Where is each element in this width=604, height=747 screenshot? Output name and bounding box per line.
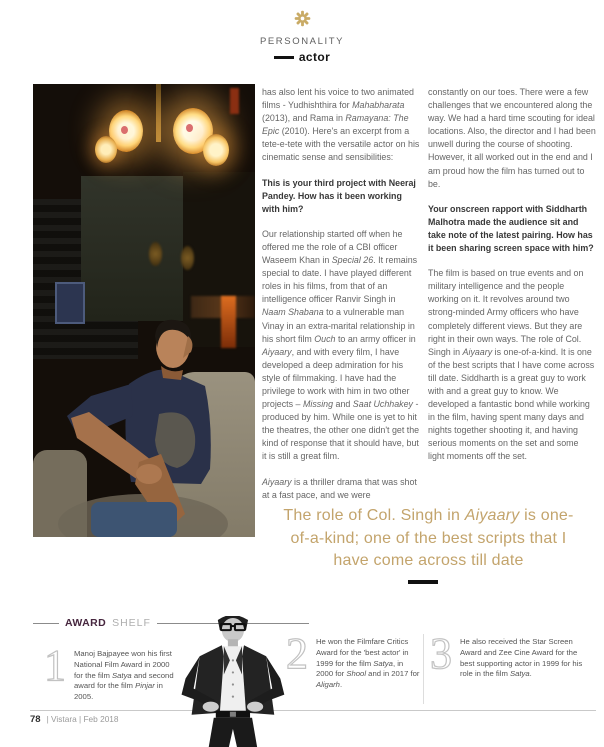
text-segment: (2013), and Rama in bbox=[262, 113, 346, 124]
text-segment: constantly on our toes. There were a few challenges that we encountered along the way. We had a hard time scouting for ideal locations. Also, the director and I had been unwell during the course of shooting. However, it all worked out in the end and I am proud how the film has turned out to be. bbox=[428, 87, 596, 189]
article-column-2 bbox=[428, 86, 597, 476]
text-segment: . bbox=[529, 669, 532, 679]
category-row bbox=[0, 50, 604, 64]
award-text bbox=[316, 637, 420, 691]
footer-meta: | Vistara | Feb 2018 bbox=[46, 714, 119, 724]
text-segment: Mahabharata bbox=[352, 100, 405, 111]
interview-question bbox=[262, 177, 421, 216]
award-header-line-left bbox=[33, 623, 59, 624]
text-segment: is a thriller drama that was shot at a fast pace, and we were bbox=[262, 476, 417, 500]
text-segment: . bbox=[339, 680, 343, 690]
pull-quote-text bbox=[281, 505, 576, 573]
award-text bbox=[460, 637, 588, 680]
text-segment: in 2005. bbox=[74, 681, 163, 702]
text-segment: Aligarh bbox=[316, 680, 340, 690]
text-segment: . It remains special to date. I have played different roles in his films, from that of an intelligence officer Ranvir Singh in bbox=[262, 255, 418, 305]
text-segment: and in 2017 for bbox=[366, 669, 420, 679]
article-paragraph bbox=[262, 476, 421, 502]
masthead bbox=[0, 10, 604, 64]
text-segment: has also lent his voice to two animated films - Yudhishthira for bbox=[262, 87, 414, 111]
article-column-1 bbox=[262, 86, 421, 514]
text-segment: is one-of-a-kind. It is one of the best scripts that I have come across till date. Siddharth is a great guy to work with and a great guy to know. We developed a fantastic bond while working in the film, having spent many days and nights together shooting it, and having serious moments on the set and some light moments off the set. bbox=[428, 346, 595, 462]
article-paragraph bbox=[262, 228, 421, 464]
text-segment: Ouch bbox=[314, 333, 336, 344]
text-segment: and bbox=[333, 399, 353, 410]
gear-icon bbox=[294, 10, 311, 27]
text-segment: , and with every film, I have developed a deep admiration for his style of filmmaking. I have had the privilege to work with him in two other projects – bbox=[262, 346, 410, 410]
text-segment: Shool bbox=[346, 669, 367, 679]
text-segment: Naam Shabana bbox=[262, 307, 324, 318]
award-number: 1 bbox=[44, 641, 66, 690]
footer bbox=[30, 714, 119, 725]
text-segment: The film is based on true events and on military intelligence and the people working on it. It revolves around two strong-minded Army officers who have completely different views. But they are right in their own ways. The role of Col. Singh in bbox=[428, 268, 584, 357]
text-segment: Satya bbox=[112, 670, 132, 680]
text-segment: Satya bbox=[373, 658, 393, 668]
section-label: PERSONALITY bbox=[259, 36, 345, 47]
seated-actor-figure bbox=[33, 84, 255, 537]
text-segment: Satya bbox=[510, 669, 530, 679]
text-segment: He also received the Star Screen Award and Zee Cine Award for the best supporting actor in 1999 for his role in the film bbox=[460, 637, 583, 679]
standing-actor-cutout bbox=[179, 616, 307, 747]
text-segment: Aiyaary bbox=[262, 346, 292, 357]
text-segment: Aiyaary bbox=[464, 507, 520, 524]
text-segment: Missing bbox=[302, 399, 334, 410]
article-paragraph bbox=[428, 267, 597, 463]
text-segment: and second award for the film bbox=[74, 670, 174, 691]
text-segment: Special 26 bbox=[331, 255, 374, 266]
text-segment: - produced by him. While one is yet to hit the theatres, the other one didn't get the kind of response that it should have, but it is still a great film. bbox=[262, 399, 420, 462]
category-label: actor bbox=[298, 50, 331, 64]
text-segment: Your onscreen rapport with Siddharth Malhotra made the audience sit and take note of the latest pairing. How has it been sharing screen space with him? bbox=[428, 203, 594, 254]
text-segment: Saat Uchhakey bbox=[352, 399, 413, 410]
text-segment: Aiyaary bbox=[262, 476, 292, 487]
text-segment: Pinjar bbox=[135, 681, 155, 691]
text-segment: to a vulnerable man Vinay in an extra-marital relationship in his short film bbox=[262, 307, 415, 344]
article-paragraph bbox=[428, 86, 597, 191]
quote-dash bbox=[408, 580, 438, 584]
award-text bbox=[74, 649, 177, 703]
text-segment: This is your third project with Neeraj Pandey. How has it been working with him? bbox=[262, 177, 416, 214]
text-segment: , in 2000 for bbox=[316, 658, 404, 679]
interview-photo bbox=[33, 84, 255, 537]
category-dash bbox=[274, 56, 294, 59]
text-segment: Manoj Bajpayee won his first National Film Award in 2000 for the film bbox=[74, 649, 172, 680]
text-segment: Aiyaary bbox=[462, 346, 493, 357]
footer-rule bbox=[30, 710, 596, 711]
award-title-secondary: SHELF bbox=[112, 617, 151, 629]
text-segment: to an army officer in bbox=[335, 333, 416, 344]
award-number: 2 bbox=[286, 629, 308, 678]
page-number: 78 bbox=[30, 714, 41, 725]
text-segment: He won the Filmfare Critics Award for the 'best actor' in 1999 for the film bbox=[316, 637, 409, 668]
award-title-primary: AWARD bbox=[65, 617, 107, 629]
text-segment: The role of Col. Singh in bbox=[283, 507, 465, 524]
text-segment: (2010). Here's an excerpt from a tete-e-tete with the versatile actor on his cinematic sense and sensibilities: bbox=[262, 126, 420, 163]
text-segment: is one-of-a-kind; one of the best scripts that I have come across till date bbox=[290, 507, 574, 569]
text-segment: Ramayana: The Epic bbox=[262, 113, 409, 137]
award-number: 3 bbox=[430, 629, 452, 678]
article-paragraph bbox=[262, 86, 421, 165]
award-divider bbox=[423, 634, 424, 704]
interview-question bbox=[428, 203, 597, 255]
text-segment: Our relationship started off when he offered me the role of a CBI officer Waseem Khan in bbox=[262, 228, 403, 266]
